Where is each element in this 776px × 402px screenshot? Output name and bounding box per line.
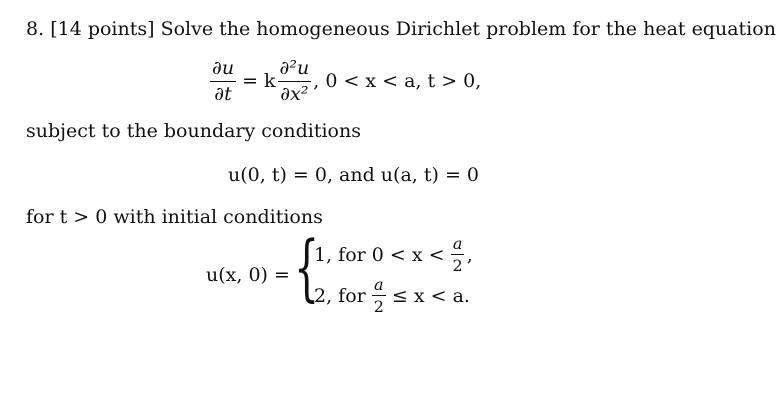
problem-text: Solve the homogeneous Dirichlet problem for the heat equation <box>160 18 776 40</box>
initial-intro: for t > 0 with initial conditions <box>26 206 323 228</box>
pde-domain: , 0 < x < a, t > 0, <box>313 70 482 93</box>
heat-equation <box>208 58 481 106</box>
time-derivative-numerator: ∂u <box>210 58 236 82</box>
case2-fraction <box>372 276 386 317</box>
space-derivative-denominator: ∂x² <box>280 82 309 105</box>
problem-number: 8. <box>26 18 45 40</box>
case2-tail: ≤ x < a. <box>391 285 470 308</box>
case2-text: 2, for <box>314 285 366 308</box>
case-row-2 <box>314 276 470 317</box>
problem-points: [14 points] <box>50 18 155 40</box>
time-derivative <box>210 58 236 106</box>
initial-lhs: u(x, 0) = <box>206 264 290 286</box>
case1-fraction-denominator: 2 <box>452 256 463 276</box>
space-derivative-numerator: ∂²u <box>278 58 312 82</box>
case2-fraction-denominator: 2 <box>373 297 384 317</box>
case1-fraction-numerator: a <box>451 235 465 255</box>
boundary-intro: subject to the boundary conditions <box>26 120 361 142</box>
space-derivative <box>278 58 312 106</box>
case1-tail: , <box>466 244 473 267</box>
case2-fraction-numerator: a <box>372 276 386 296</box>
problem-statement <box>26 20 776 39</box>
piecewise-brace: { <box>294 225 320 309</box>
time-derivative-denominator: ∂t <box>214 82 232 105</box>
boundary-conditions: u(0, t) = 0, and u(a, t) = 0 <box>228 164 479 186</box>
case1-text: 1, for 0 < x < <box>314 244 445 267</box>
case1-fraction <box>451 235 465 276</box>
case-row-1 <box>314 235 473 276</box>
equals-k: = k <box>242 70 276 93</box>
